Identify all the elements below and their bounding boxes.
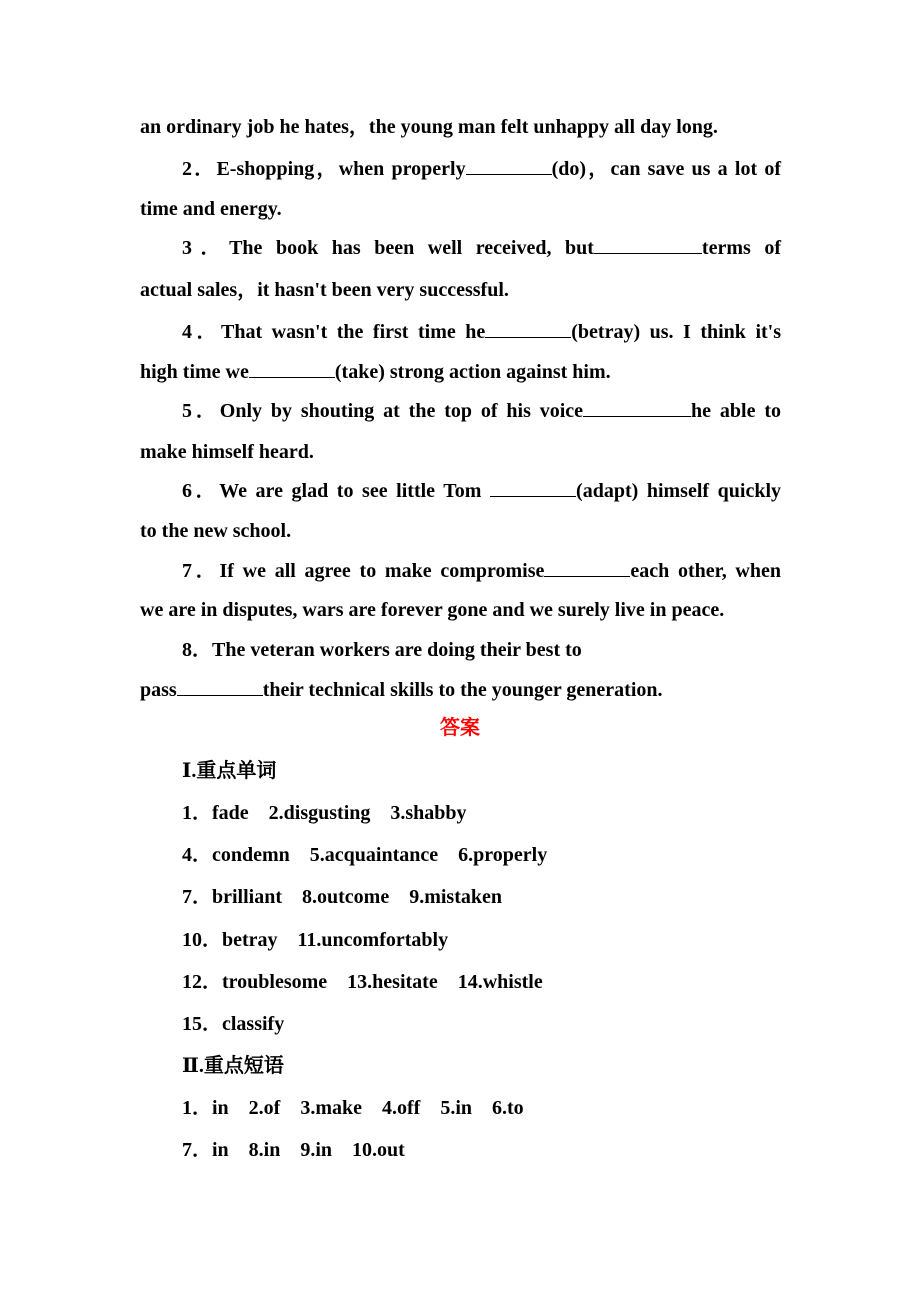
exercise-item-3-line-1: 3．The book has been well received, but terms of (182, 237, 781, 259)
exercise-item-7-line-1: 7．If we all agree to make compromise each other, when (182, 560, 781, 582)
answers-section-1-line: 4．condemn 5.acquaintance 6.properly (182, 844, 548, 866)
exercise-item-6-line-1: 6．We are glad to see little Tom (adapt) himself quickly (182, 480, 782, 502)
answer-blank[interactable] (583, 398, 691, 417)
answers-section-1-line: 15．classify (182, 1013, 285, 1035)
exercise-item-3-line-2: actual sales，it hasn't been very successful. (140, 279, 509, 301)
exercise-item-4-line-1: 4．That wasn't the first time he (betray) us. I think it's (182, 321, 781, 343)
exercise-item-5-line-1: 5．Only by shouting at the top of his voice he able to (182, 400, 782, 422)
answers-section-1-line: 7．brilliant 8.outcome 9.mistaken (182, 886, 502, 908)
answer-blank[interactable] (177, 677, 263, 696)
answer-blank[interactable] (249, 359, 335, 378)
exercise-carry-over-line: an ordinary job he hates，the young man felt unhappy all day long. (140, 116, 718, 138)
exercise-item-7-line-2: we are in disputes, wars are forever gone and we surely live in peace. (140, 599, 725, 621)
answers-section-2-line: 1．in 2.of 3.make 4.off 5.in 6.to (182, 1097, 524, 1119)
answers-section-2-line: 7．in 8.in 9.in 10.out (182, 1139, 405, 1161)
answer-blank[interactable] (490, 478, 576, 497)
answers-section-1-line: 10．betray 11.uncomfortably (182, 929, 449, 951)
exercise-item-2-line-1: 2．E-shopping，when properly (do)，can save us a lot of (182, 158, 781, 180)
answer-blank[interactable] (466, 156, 552, 175)
exercise-item-2-line-2: time and energy. (140, 198, 282, 220)
answers-heading: 答案 (440, 717, 480, 739)
answer-blank[interactable] (485, 319, 571, 338)
exercise-item-4-line-2: high time we (take) strong action against him. (140, 361, 611, 383)
answers-section-1-line: 12．troublesome 13.hesitate 14.whistle (182, 971, 543, 993)
exercise-item-5-line-2: make himself heard. (140, 441, 314, 463)
answers-section-2-title: Ⅱ.重点短语 (182, 1055, 284, 1077)
exercise-item-6-line-2: to the new school. (140, 520, 292, 542)
answers-section-1-title: Ⅰ.重点单词 (182, 760, 277, 782)
answer-blank[interactable] (594, 235, 702, 254)
answer-blank[interactable] (544, 558, 630, 577)
exercise-item-8-line-2: pass their technical skills to the younger generation. (140, 679, 663, 701)
exercise-item-8-line-1: 8．The veteran workers are doing their best to (182, 639, 582, 661)
answers-section-1-line: 1．fade 2.disgusting 3.shabby (182, 802, 467, 824)
